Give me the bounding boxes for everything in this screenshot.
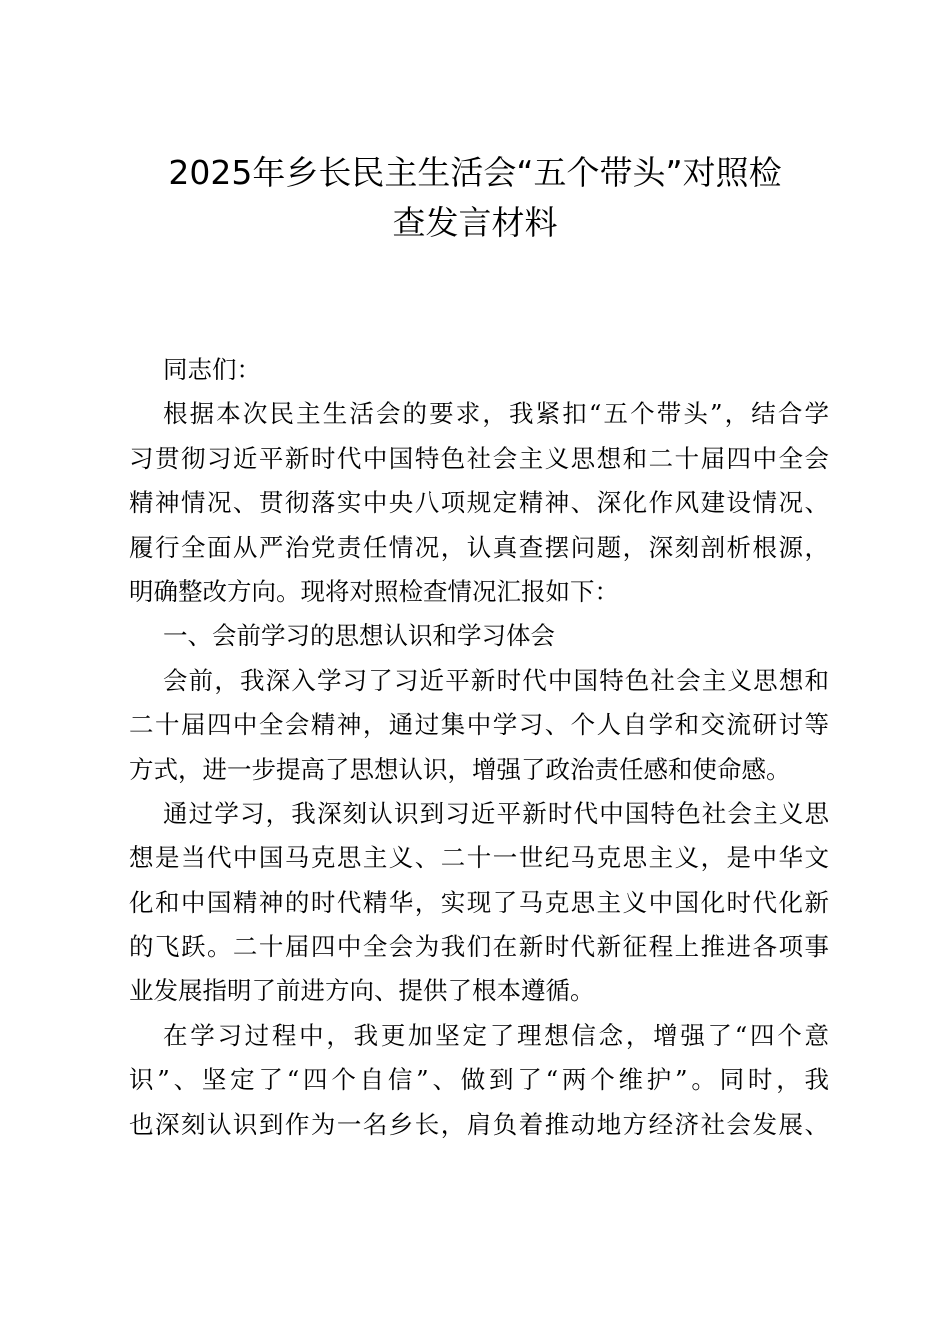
paragraph-line: 也深刻认识到作为一名乡长，肩负着推动地方经济社会发展、 — [129, 1109, 829, 1139]
section-heading: 一、会前学习的思想认识和学习体会 — [163, 621, 555, 651]
intro-paragraph — [129, 392, 829, 614]
paragraph-line: 识”、坚定了“四个自信”、做到了“两个维护”。同时，我 — [129, 1065, 829, 1095]
title-line-2: 查发言材料 — [392, 203, 558, 242]
paragraph-line: 想是当代中国马克思主义、二十一世纪马克思主义，是中华文 — [129, 843, 829, 873]
section-paragraph-3 — [129, 1014, 829, 1147]
paragraph-line: 方式，进一步提高了思想认识，增强了政治责任感和使命感。 — [129, 754, 791, 784]
paragraph-line: 在学习过程中，我更加坚定了理想信念，增强了“四个意 — [163, 1020, 829, 1050]
section-paragraph-1 — [129, 659, 829, 792]
paragraph-line: 履行全面从严治党责任情况，认真查摆问题，深刻剖析根源， — [129, 532, 829, 562]
paragraph-line: 会前，我深入学习了习近平新时代中国特色社会主义思想和 — [163, 665, 829, 695]
paragraph-line: 二十届四中全会精神，通过集中学习、个人自学和交流研讨等 — [129, 710, 829, 740]
paragraph-line: 的飞跃。二十届四中全会为我们在新时代新征程上推进各项事 — [129, 932, 829, 962]
paragraph-line: 精神情况、贯彻落实中央八项规定精神、深化作风建设情况、 — [129, 488, 829, 518]
paragraph-line: 业发展指明了前进方向、提供了根本遵循。 — [129, 976, 595, 1006]
paragraph-line: 明确整改方向。现将对照检查情况汇报如下： — [129, 576, 619, 606]
section-paragraph-2 — [129, 792, 829, 1014]
title-line-1: 2025年乡长民主生活会“五个带头”对照检 — [168, 153, 782, 192]
salutation: 同志们： — [163, 355, 261, 384]
paragraph-line: 化和中国精神的时代精华，实现了马克思主义中国化时代化新 — [129, 887, 829, 917]
paragraph-line: 习贯彻习近平新时代中国特色社会主义思想和二十届四中全会 — [129, 443, 829, 473]
paragraph-line: 通过学习，我深刻认识到习近平新时代中国特色社会主义思 — [163, 798, 829, 828]
document-title — [120, 148, 830, 248]
document-body — [129, 348, 829, 1147]
paragraph-line: 根据本次民主生活会的要求，我紧扣“五个带头”，结合学 — [163, 399, 829, 429]
